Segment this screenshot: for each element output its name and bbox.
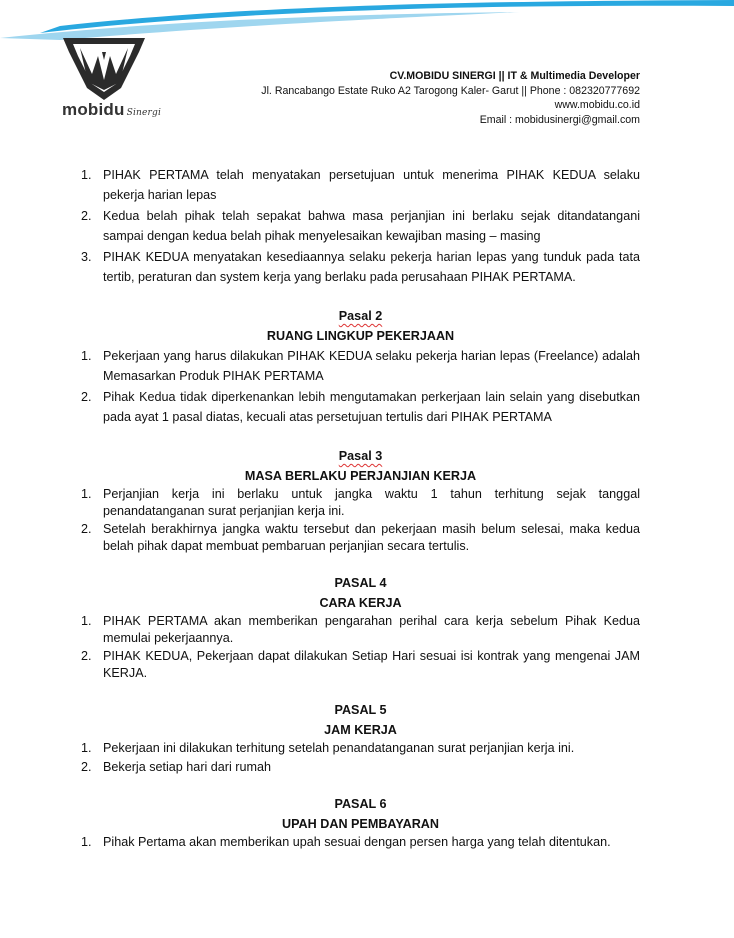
email-line: Email : mobidusinergi@gmail.com [479,113,640,126]
list-item: 1. PIHAK PERTAMA akan memberikan pengarahan perihal cara kerja sebelum Pihak Kedua memulai pekerjaannya. [81,614,640,645]
list-item: 2. Bekerja setiap hari dari rumah [81,759,271,774]
website-line: www.mobidu.co.id [554,99,640,112]
pasal-3-title: MASA BERLAKU PERJANJIAN KERJA [244,469,477,483]
brand-name [62,100,161,120]
list-item: 2. Pihak Kedua tidak diperkenankan lebih mengutamakan perkerjaan lain selain yang disebutkan pada ayat 1 pasal diatas, kecuali atas persetujuan tertulis dari PIHAK PERTAMA [81,390,640,424]
pasal-6-list [81,834,640,851]
pasal-5-list [81,740,640,775]
list-item: 3. PIHAK KEDUA menyatakan kesediaannya selaku pekerja harian lepas yang tunduk pada tata tertib, peraturan dan system kerja yang berlaku pada perusahaan PIHAK PERTAMA. [81,250,640,284]
intro-list [81,165,640,287]
list-item: 2. Kedua belah pihak telah sepakat bahwa masa perjanjian ini berlaku sejak ditandatangani sampai dengan kedua belah pihak menyelesaikan kewajiban masing – masing [81,209,640,243]
list-item: 1. PIHAK PERTAMA telah menyatakan persetujuan untuk menerima PIHAK KEDUA selaku pekerja harian lepas [81,168,640,202]
pasal-4-list [81,613,640,681]
pasal-5-label: PASAL 5 [334,703,387,717]
list-item: 2. Setelah berakhirnya jangka waktu tersebut dan pekerjaan masih belum selesai, maka kedua belah pihak dapat membuat pembaruan perjanjian secara tertulis. [81,522,640,553]
letterhead-info [261,69,640,127]
list-item: 1. Pekerjaan yang harus dilakukan PIHAK KEDUA selaku pekerja harian lepas (Freelance) adalah Memasarkan Produk PIHAK PERTAMA [81,349,640,383]
pasal-3-label: Pasal 3 [338,449,383,463]
pasal-4-title: CARA KERJA [319,596,402,610]
pasal-4-label: PASAL 4 [334,576,387,590]
pasal-2-title: RUANG LINGKUP PEKERJAAN [266,329,455,343]
pasal-6-title: UPAH DAN PEMBAYARAN [282,817,439,831]
pasal-6-label: PASAL 6 [334,797,387,811]
list-item: 2. PIHAK KEDUA, Pekerjaan dapat dilakukan Setiap Hari sesuai isi kontrak yang mengenai JAM KERJA. [81,649,640,680]
address-line: Jl. Rancabango Estate Ruko A2 Tarogong Kaler- Garut || Phone : 082320777692 [261,84,640,97]
brand-wordmark: mobidu [62,100,125,119]
list-item: 1. Pekerjaan ini dilakukan terhitung setelah penandatanganan surat perjanjian kerja ini. [81,741,575,755]
pasal-2-list [81,346,640,427]
document-body [81,165,640,853]
pasal-2-label: Pasal 2 [338,309,383,323]
brand-subtitle: Sinergi [126,108,162,118]
pasal-3-list [81,486,640,554]
company-line: CV.MOBIDU SINERGI || IT & Multimedia Developer [389,70,640,82]
list-item: 1. Pihak Pertama akan memberikan upah sesuai dengan persen harga yang telah ditentukan. [81,835,611,849]
pasal-5-title: JAM KERJA [324,723,397,737]
list-item: 1. Perjanjian kerja ini berlaku untuk jangka waktu 1 tahun terhitung sejak tanggal penandatanganan surat perjanjian kerja ini. [81,487,640,518]
